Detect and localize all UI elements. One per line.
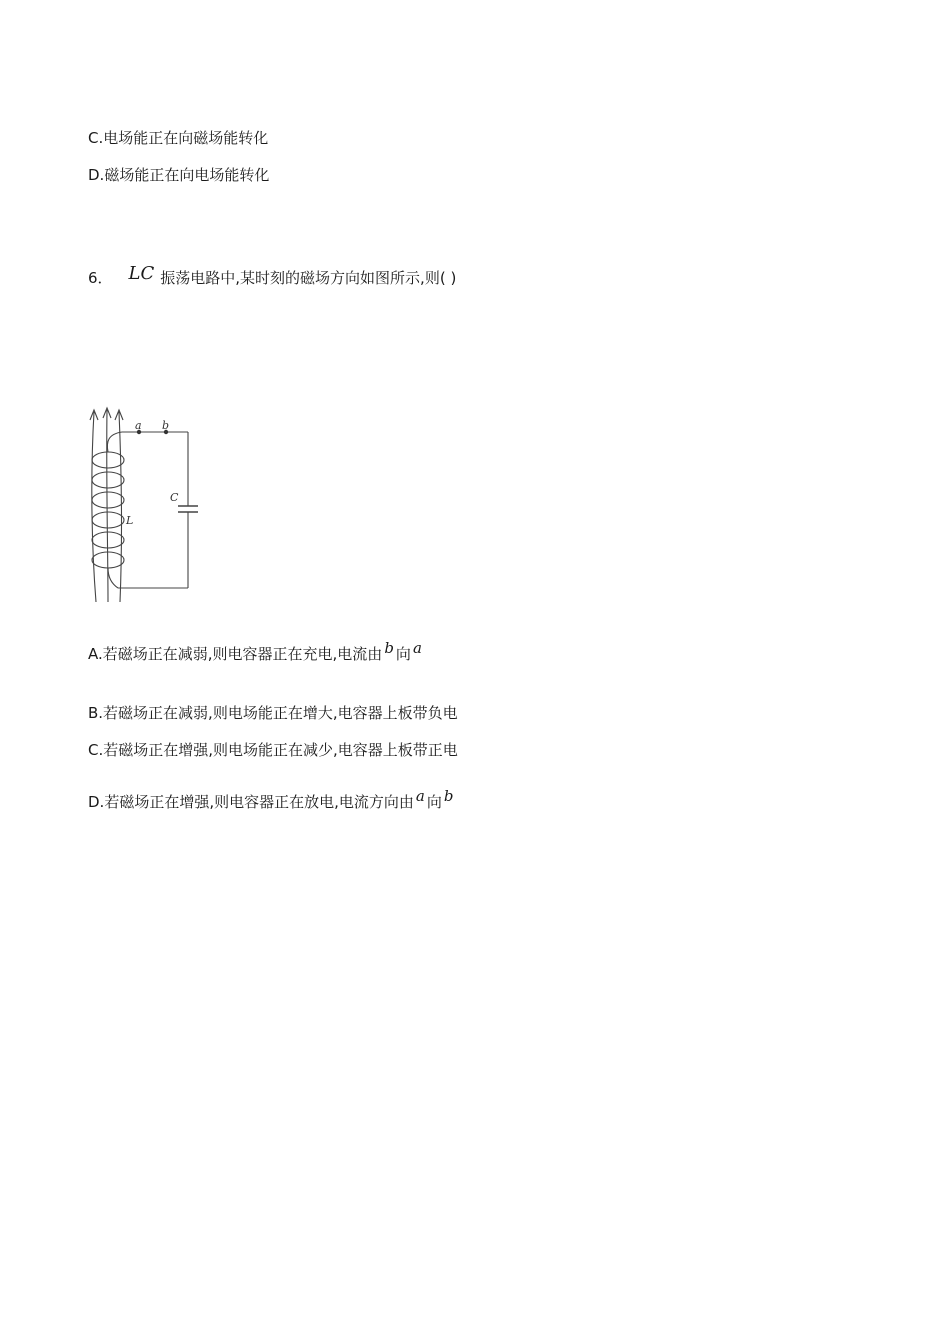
field-line	[107, 410, 108, 602]
var-a: a	[412, 639, 422, 657]
option-c-prev: C.电场能正在向磁场能转化	[88, 129, 269, 147]
var-a: a	[415, 787, 425, 805]
option-a	[88, 639, 424, 664]
option-d-mid: 向	[426, 793, 442, 811]
label-l: L	[126, 514, 134, 527]
label-a: a	[135, 419, 142, 432]
option-a-text: A.若磁场正在减弱,则电容器正在充电,电流由	[88, 645, 383, 663]
question-text: 振荡电路中,某时刻的磁场方向如图所示,则( )	[160, 269, 457, 287]
option-a-mid: 向	[395, 645, 411, 663]
label-c: C	[170, 491, 179, 504]
option-d-text: D.若磁场正在增强,则电容器正在放电,电流方向由	[88, 793, 414, 811]
option-c: C.若磁场正在增强,则电场能正在减少,电容器上板带正电	[88, 741, 458, 759]
var-b: b	[384, 639, 394, 657]
option-d	[88, 787, 455, 812]
option-d-prev: D.磁场能正在向电场能转化	[88, 166, 270, 184]
option-b: B.若磁场正在减弱,则电场能正在增大,电容器上板带负电	[88, 704, 458, 722]
label-b: b	[162, 419, 170, 432]
lc-circuit-figure	[82, 402, 202, 608]
coil-loop	[92, 512, 124, 528]
coil-loop	[92, 452, 124, 468]
coil-loop	[92, 492, 124, 508]
question-number: 6．	[88, 269, 113, 287]
question-6-stem	[88, 263, 457, 288]
math-lc: LC	[128, 263, 155, 284]
field-line	[119, 412, 121, 602]
coil-loop	[92, 472, 124, 488]
field-line	[92, 412, 96, 602]
var-b: b	[443, 787, 454, 805]
